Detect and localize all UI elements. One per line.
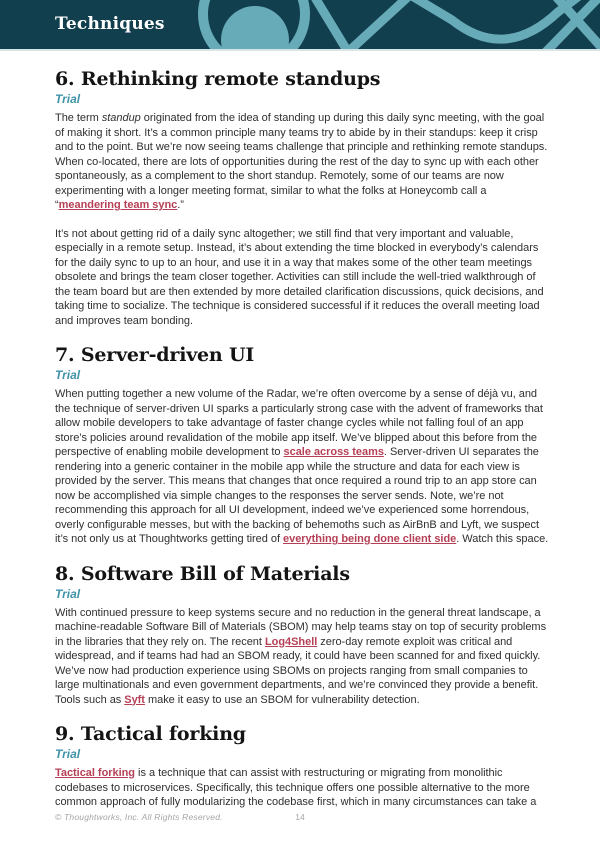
technique-section bbox=[55, 723, 552, 810]
body-text: . Watch this space. bbox=[456, 533, 549, 545]
technique-section bbox=[55, 68, 552, 328]
zigzag-icon bbox=[308, 0, 422, 49]
body-text: originated from the idea of standing up during this daily sync meeting, with the goal of making it short. It’s a common principle many teams try to abide by in their standups: keep it crisp and to the point. But we’re now seeing teams challenge that principle and rethinking remote standups. When co-located, there are lots of opportunities during the rest of the day to sync up with each other spontaneously, as a complement to the short standup. Remotely, some of our teams are now experimenting with a longer meeting format, similar to what the folks at Honeycomb call a “ bbox=[55, 112, 548, 211]
ring-label: Trial bbox=[55, 747, 81, 761]
page-header bbox=[0, 0, 600, 51]
body-text: . Server-driven UI separates the rendering into a generic container in the mobile app while the structure and data for each view is provided by the server. This means that changes that once required a round trip to an app store can now be accomplished via simple changes to the responses the server sends. Note, we’re not recommending this approach for all UI development, indeed we’ve experienced some horrendous, overly configurable messes, but with the backing of behemoths such as AirBnB and Lyft, we suspect it’s not only us at Thoughtworks getting tired of bbox=[55, 446, 540, 545]
link[interactable]: scale across teams bbox=[283, 446, 384, 458]
section-heading: 9. Tactical forking bbox=[55, 723, 246, 745]
section-heading: 7. Server-driven UI bbox=[55, 344, 255, 366]
link[interactable]: meandering team sync bbox=[58, 199, 178, 211]
body-text: It’s not about getting rid of a daily sync altogether; we still find that very important and valuable, especially in a remote setup. Instead, it’s about extending the time blocked in everybody’s calendars for the daily sync to up to an hour, and use it in a way that makes some of the other team meetings obsolete and brings the team closer together. Activities can still include the well-tried walkthrough of the team board but are then extended by more detailed clarification discussions, quick decisions, and taking time to socialize. The technique is considered successful if it reduces the overall meeting load and improves team bonding. bbox=[55, 227, 544, 327]
body-text: make it easy to use an SBOM for vulnerability detection. bbox=[144, 693, 420, 706]
technique-section bbox=[55, 344, 552, 547]
dot-icon bbox=[221, 6, 289, 49]
technique-section bbox=[55, 563, 552, 708]
ring-label: Trial bbox=[55, 92, 81, 106]
section-heading: 8. Software Bill of Materials bbox=[55, 562, 350, 585]
body-text: When putting together a new volume of the Radar, we’re often overcome by a sense of déjà vu, and the technique of server-driven UI sparks a particularly strong case with the advent of frameworks that allow mobile developers to take advantage of faster change cycles while not falling foul of an app store’s policies around revalidation of the mobile app itself. We’ve blipped about this before from the perspective of enabling mobile development to bbox=[55, 388, 543, 458]
ring-label: Trial bbox=[55, 368, 81, 382]
paragraph bbox=[55, 606, 552, 708]
link[interactable]: Syft bbox=[124, 693, 145, 706]
link[interactable]: Tactical forking bbox=[55, 767, 136, 779]
content-area bbox=[0, 51, 600, 810]
technique-sections bbox=[55, 68, 552, 810]
ring-label: Trial bbox=[55, 586, 81, 601]
body-text: With continued pressure to keep systems secure and no reduction in the general threat landscape, a machine-readable Software Bill of Materials (SBOM) may help teams stay on top of security problems in the libraries that they rely on. The recent bbox=[55, 606, 547, 648]
emphasized-text: standup bbox=[101, 112, 141, 124]
page-number: 14 bbox=[295, 812, 305, 822]
copyright-text: © Thoughtworks, Inc. All Rights Reserved. bbox=[55, 812, 223, 822]
header-decoration bbox=[180, 0, 600, 49]
section-heading: 6. Rethinking remote standups bbox=[55, 68, 381, 90]
body-text: is a technique that can assist with restructuring or migrating from monolithic codebases to microservices. Specifically, this technique offers one possible alternative to the more common approach of fully modularizing the codebase first, which in many circumstances can take a bbox=[55, 767, 537, 808]
page-title: Techniques bbox=[55, 14, 165, 34]
paragraph bbox=[55, 766, 552, 810]
link[interactable]: everything being done client side bbox=[283, 533, 457, 545]
body-text: zero-day remote exploit was critical and widespread, and if teams had had an SBOM ready, it could have been scanned for and fixed quickly. We’ve now had production experience using SBOMs on projects ranging from small companies to large multinationals and even government departments, and we’re convinced they provide a benefit. Tools such as bbox=[55, 635, 541, 706]
link[interactable]: Log4Shell bbox=[264, 635, 318, 648]
body-text: The term bbox=[55, 112, 102, 124]
paragraph bbox=[55, 227, 552, 329]
paragraph bbox=[55, 387, 552, 547]
body-text: .” bbox=[177, 199, 184, 211]
paragraph bbox=[55, 111, 552, 213]
